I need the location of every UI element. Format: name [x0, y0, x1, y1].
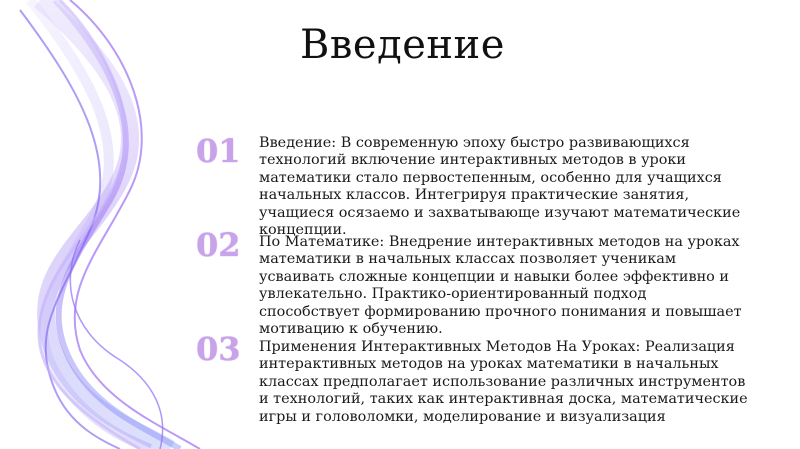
item-text: Применения Интерактивных Методов На Уроках: Реализация интерактивных методов на уроках математики в начальных классах предполагает использование различных инструментов и технологий, таких как интерактивная доска, математические игры и головоломки, моделирование и визуализация [259, 339, 748, 425]
item-text: По Математике: Внедрение интерактивных методов на уроках математики в начальных классах позволяет ученикам усваивать сложные концепции и навыки более эффективно и увлекательно. Практико-ориентированный подход способствует формированию прочного понимания и повышает мотивацию к обучению. [259, 234, 742, 338]
purple-wave-decoration [0, 0, 260, 449]
item-text: Введение: В современную эпоху быстро развивающихся технологий включение интерактивных методов в уроки математики стало первостепенным, особенно для учащихся начальных классов. Интегрируя практические занятия, учащиеся осязаемо и захватывающе изучают математические концепции. [259, 135, 741, 239]
item-number: 01 [196, 132, 241, 170]
slide-title: Введение [300, 22, 505, 68]
item-number: 03 [196, 330, 241, 368]
item-number: 02 [196, 226, 241, 264]
